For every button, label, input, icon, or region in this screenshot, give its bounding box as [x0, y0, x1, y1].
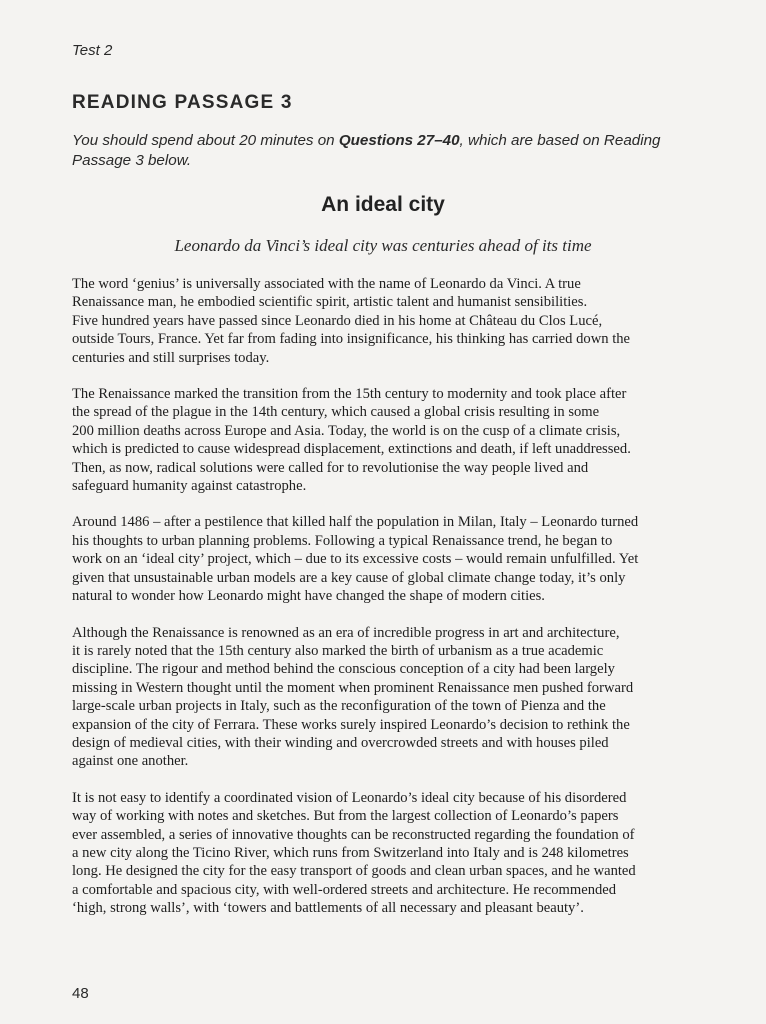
text-line: Then, as now, radical solutions were called for to revolutionise the way people lived and — [72, 459, 589, 476]
instructions-questions: Questions 27–40 — [338, 132, 460, 149]
text-line: work on an ‘ideal city’ project, which – due to its excessive costs – would remain unfulfilled. Yet — [72, 551, 639, 568]
instructions-before: You should spend about 20 minutes on — [72, 132, 339, 149]
paragraph-2 — [72, 385, 712, 495]
text-line: design of medieval cities, with their winding and overcrowded streets and with houses piled — [72, 734, 609, 751]
text-line: a new city along the Ticino River, which runs from Switzerland into Italy and is 248 kilometres — [72, 844, 629, 861]
paragraph-4 — [72, 624, 712, 771]
paragraph-5 — [72, 789, 712, 918]
article-body — [72, 275, 712, 936]
page-number: 48 — [72, 985, 89, 1002]
text-line: Five hundred years have passed since Leonardo died in his home at Château du Clos Lucé, — [72, 312, 603, 329]
text-line: ever assembled, a series of innovative thoughts can be reconstructed regarding the foundation of — [72, 826, 635, 843]
text-line: natural to wonder how Leonardo might have changed the shape of modern cities. — [72, 588, 545, 605]
text-line: expansion of the city of Ferrara. These works surely inspired Leonardo’s decision to rethink the — [72, 716, 630, 733]
running-header: Test 2 — [72, 42, 113, 59]
text-line: the spread of the plague in the 14th century, which caused a global crisis resulting in some — [72, 404, 600, 421]
text-line: discipline. The rigour and method behind the conscious conception of a city had been largely — [72, 661, 615, 678]
article-title: An ideal city — [321, 193, 445, 216]
text-line: missing in Western thought until the moment when prominent Renaissance men pushed forward — [72, 679, 634, 696]
text-line: against one another. — [72, 753, 189, 770]
text-line: which is predicted to cause widespread displacement, extinctions and death, if left unaddressed. — [72, 441, 631, 458]
text-line: The word ‘genius’ is universally associated with the name of Leonardo da Vinci. A true — [72, 276, 581, 292]
instructions-line-2: Passage 3 below. — [72, 152, 192, 169]
text-line: given that unsustainable urban models are a key cause of global climate change today, it’s only — [72, 569, 626, 586]
text-line: it is rarely noted that the 15th century also marked the birth of urbanism as a true academic — [72, 642, 604, 659]
text-line: Renaissance man, he embodied scientific spirit, artistic talent and humanist sensibilities. — [72, 294, 588, 311]
text-line: large-scale urban projects in Italy, such as the reconfiguration of the town of Pienza and the — [72, 698, 606, 715]
text-line: outside Tours, France. Yet far from fading into insignificance, his thinking has carried down the — [72, 331, 631, 348]
text-line: It is not easy to identify a coordinated vision of Leonardo’s ideal city because of his disordered — [72, 789, 627, 806]
paragraph-3 — [72, 513, 712, 605]
instructions-after: , which are based on Reading — [459, 132, 661, 149]
text-line: ‘high, strong walls’, with ‘towers and battlements of all necessary and pleasant beauty’. — [72, 900, 584, 917]
article-subtitle: Leonardo da Vinci’s ideal city was centuries ahead of its time — [174, 236, 592, 255]
text-line: long. He designed the city for the easy transport of goods and clean urban spaces, and he wanted — [72, 863, 636, 880]
text-line: way of working with notes and sketches. But from the largest collection of Leonardo’s papers — [72, 808, 619, 825]
text-line: centuries and still surprises today. — [72, 349, 270, 366]
paragraph-1 — [72, 275, 712, 367]
text-line: Although the Renaissance is renowned as an era of incredible progress in art and architecture, — [72, 624, 620, 641]
instructions — [72, 131, 712, 171]
text-line: The Renaissance marked the transition from the 15th century to modernity and took place after — [72, 386, 627, 403]
text-line: 200 million deaths across Europe and Asia. Today, the world is on the cusp of a climate crisis, — [72, 422, 621, 439]
text-line: a comfortable and spacious city, with well-ordered streets and architecture. He recommended — [72, 881, 617, 898]
text-line: safeguard humanity against catastrophe. — [72, 478, 307, 495]
text-line: Around 1486 – after a pestilence that killed half the population in Milan, Italy – Leonardo turned — [72, 514, 639, 531]
text-line: his thoughts to urban planning problems. Following a typical Renaissance trend, he began to — [72, 532, 613, 549]
passage-heading: READING PASSAGE 3 — [72, 92, 293, 113]
